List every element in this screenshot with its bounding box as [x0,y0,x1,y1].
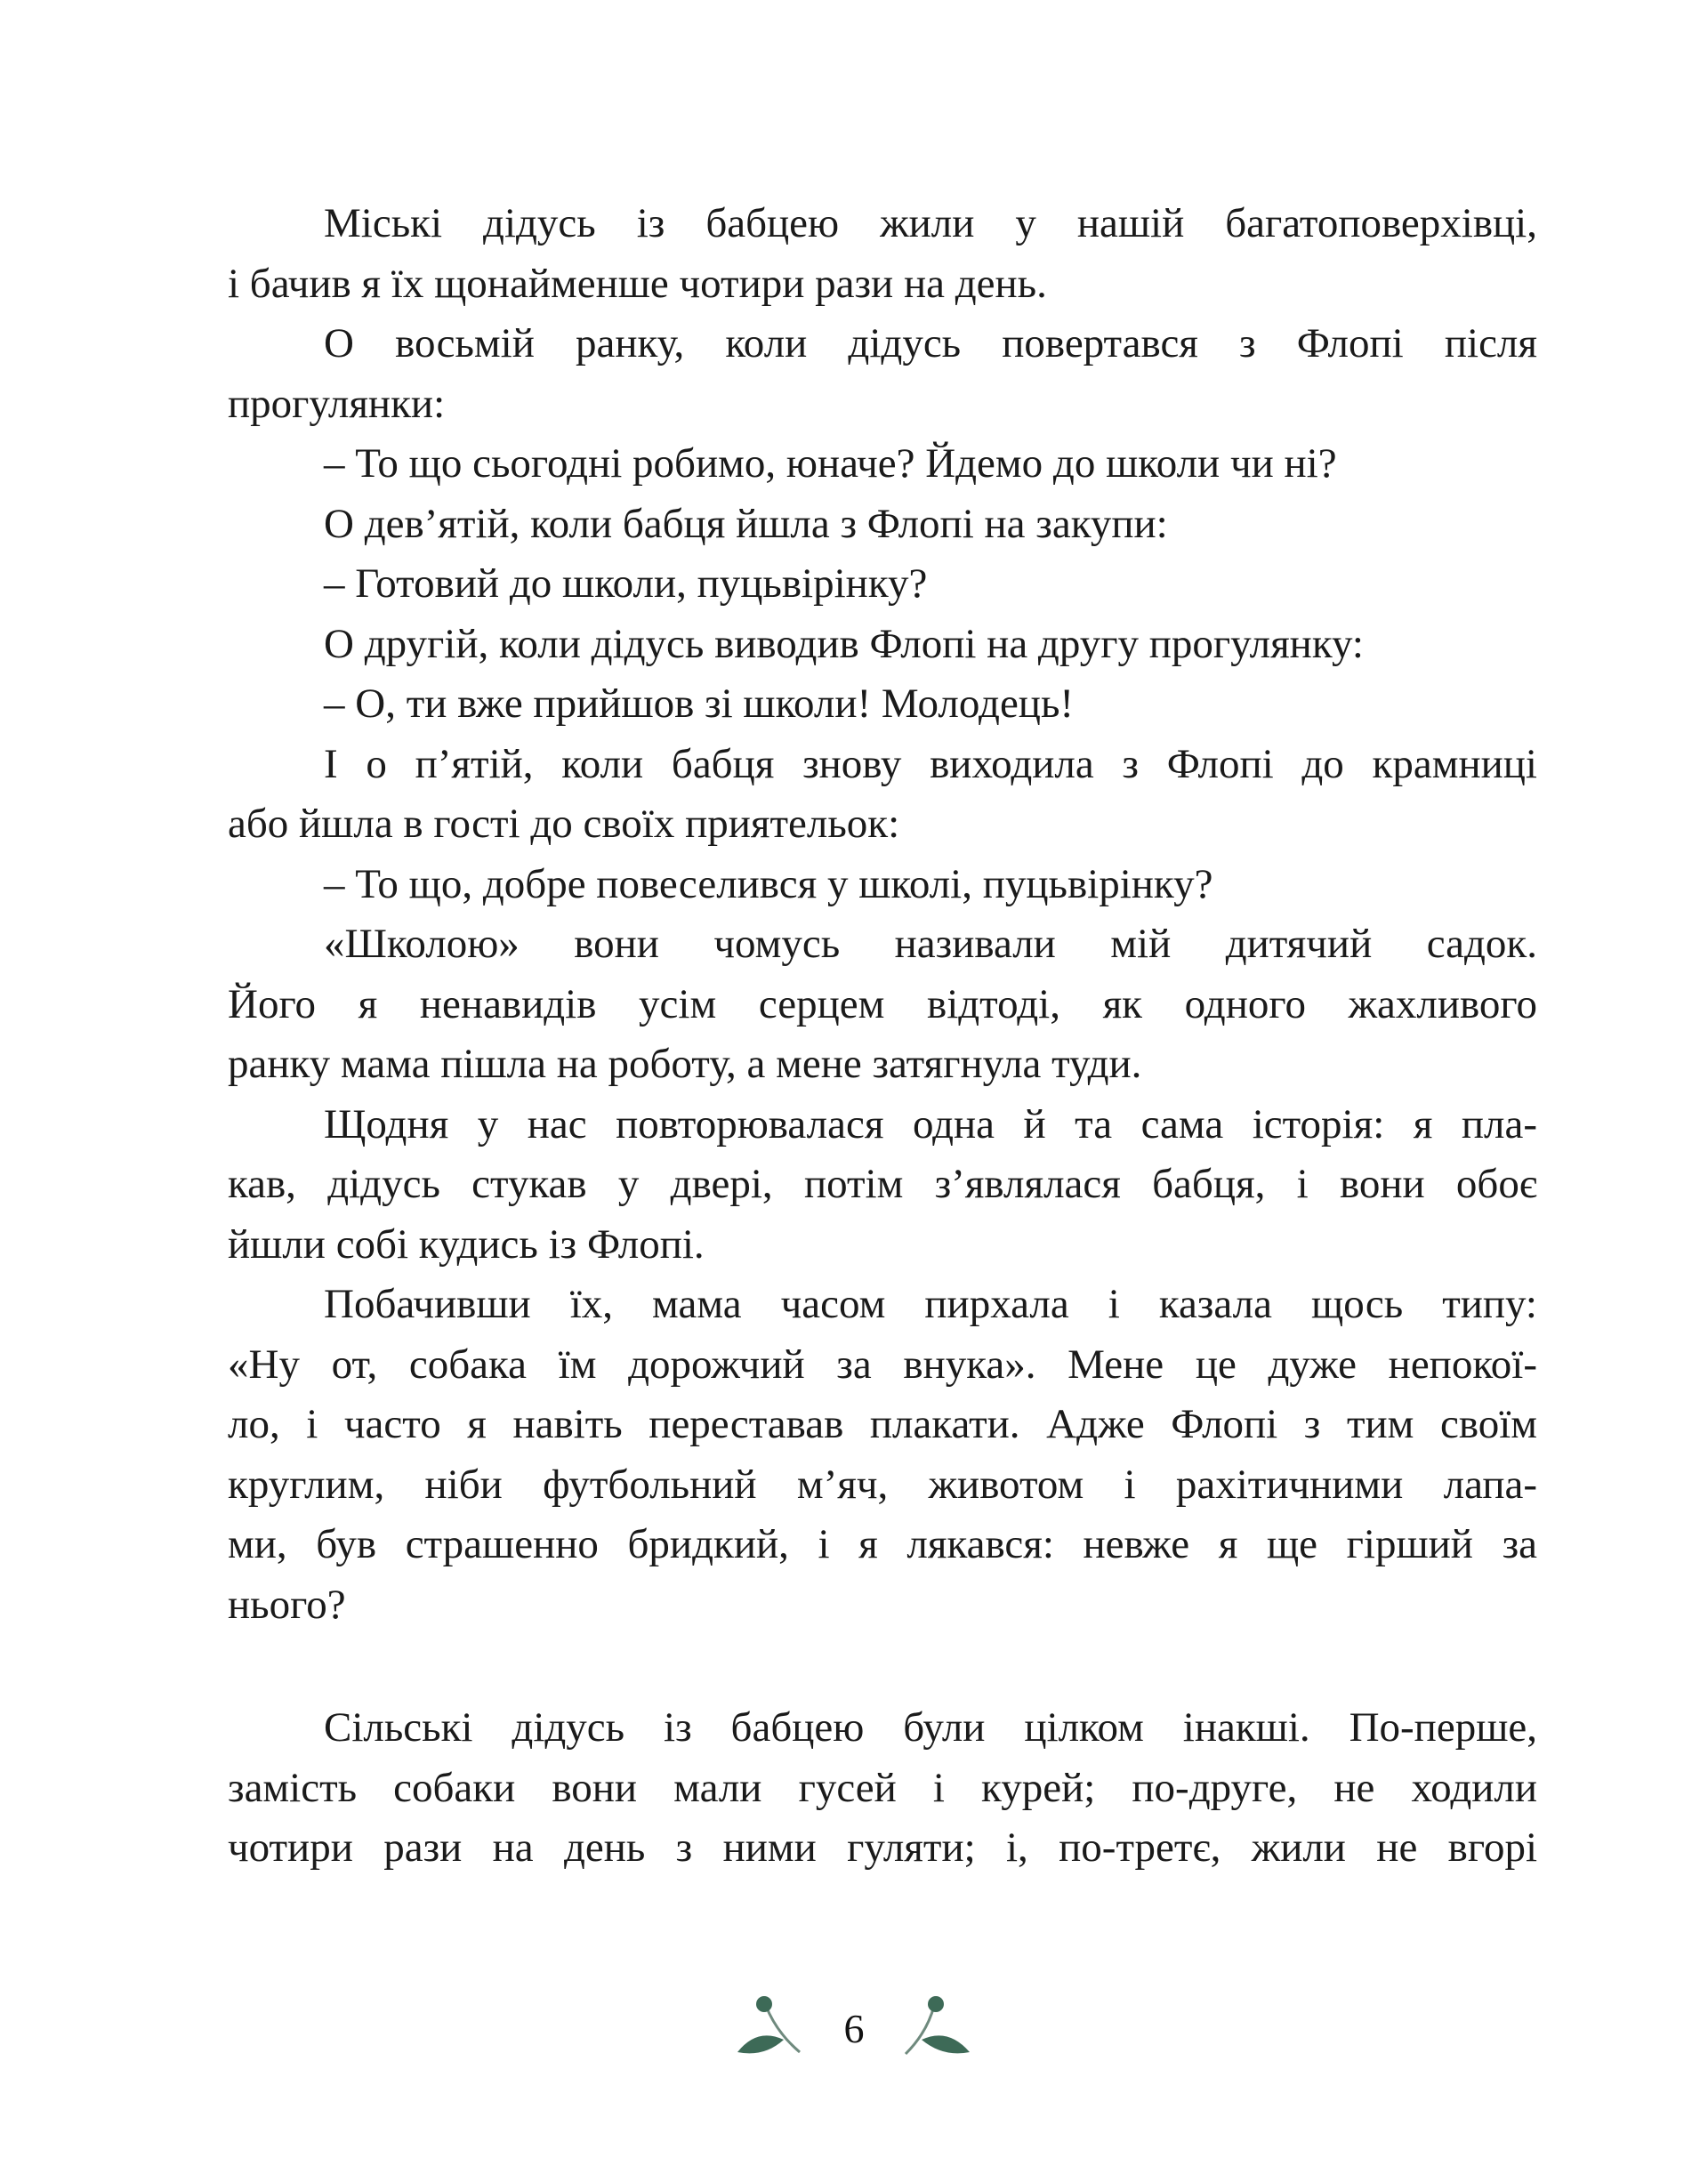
text-line: О другій, коли дідусь виводив Флопі на другу прогулянку: [324,620,1364,667]
text-line: кав, дідусь стукав у двері, потім з’являлася бабця, і вони обоє [228,1161,1537,1207]
text-line: Міські дідусь із бабцею жили у нашій багатоповерхівці, [324,200,1537,246]
text-line: Сільські дідусь із бабцею були цілком інакші. По-перше, [324,1704,1537,1751]
leaf-ornament-left-icon [730,1988,828,2068]
leaf-ornament-right-icon [881,1988,979,2068]
text-line: Побачивши їх, мама часом пирхала і казала щось типу: [324,1281,1537,1327]
text-line: О дев’ятій, коли бабця йшла з Флопі на закупи: [324,500,1168,547]
text-line: – То що сьогодні робимо, юначе? Йдемо до школи чи ні? [324,440,1337,487]
text-block-second [228,1698,1537,1879]
text-line: і бачив я їх щонайменше чотири рази на день. [228,260,1047,307]
text-line: або йшла в гості до своїх приятельок: [228,801,900,847]
text-line: ло, і часто я навіть переставав плакати. Адже Флопі з тим своїм [228,1401,1537,1447]
text-line: круглим, ніби футбольний м’яч, животом і рахітичними лапа- [228,1461,1537,1508]
text-line: О восьмій ранку, коли дідусь повертався з Флопі після [324,320,1537,366]
text-line: – О, ти вже прийшов зі школи! Молодець! [324,680,1075,727]
text-line: ранку мама пішла на роботу, а мене затягнула туди. [228,1041,1142,1087]
text-line: – То що, добре повеселився у школі, пуцьвірінку? [324,860,1213,907]
text-line: І о п’ятій, коли бабця знову виходила з Флопі до крамниці [324,740,1537,787]
text-line: ми, був страшенно бридкий, і я лякався: невже я ще гірший за [228,1521,1537,1567]
text-line: – Готовий до школи, пуцьвірінку? [324,560,928,607]
page-footer [0,1988,1708,2068]
text-line: Його я ненавидів усім серцем відтоді, як одного жахливого [228,980,1537,1027]
text-block-main [228,194,1537,1635]
text-line: йшли собі кудись із Флопі. [228,1220,705,1268]
text-line: замість собаки вони мали гусей і курей; по-друге, не ходили [228,1764,1537,1811]
text-line: нього? [228,1581,346,1628]
text-line: «Ну от, собака їм дорожчий за внука». Мене це дуже непокої- [228,1341,1537,1388]
text-line: Щодня у нас повторювалася одна й та сама історія: я пла- [324,1100,1537,1147]
text-line: прогулянки: [228,380,446,427]
text-line: «Школою» вони чомусь називали мій дитячий садок. [324,921,1537,967]
text-line: чотири рази на день з ними гуляти; і, по-третє, жили не вгорі [228,1824,1537,1871]
page-number: 6 [843,2005,865,2051]
